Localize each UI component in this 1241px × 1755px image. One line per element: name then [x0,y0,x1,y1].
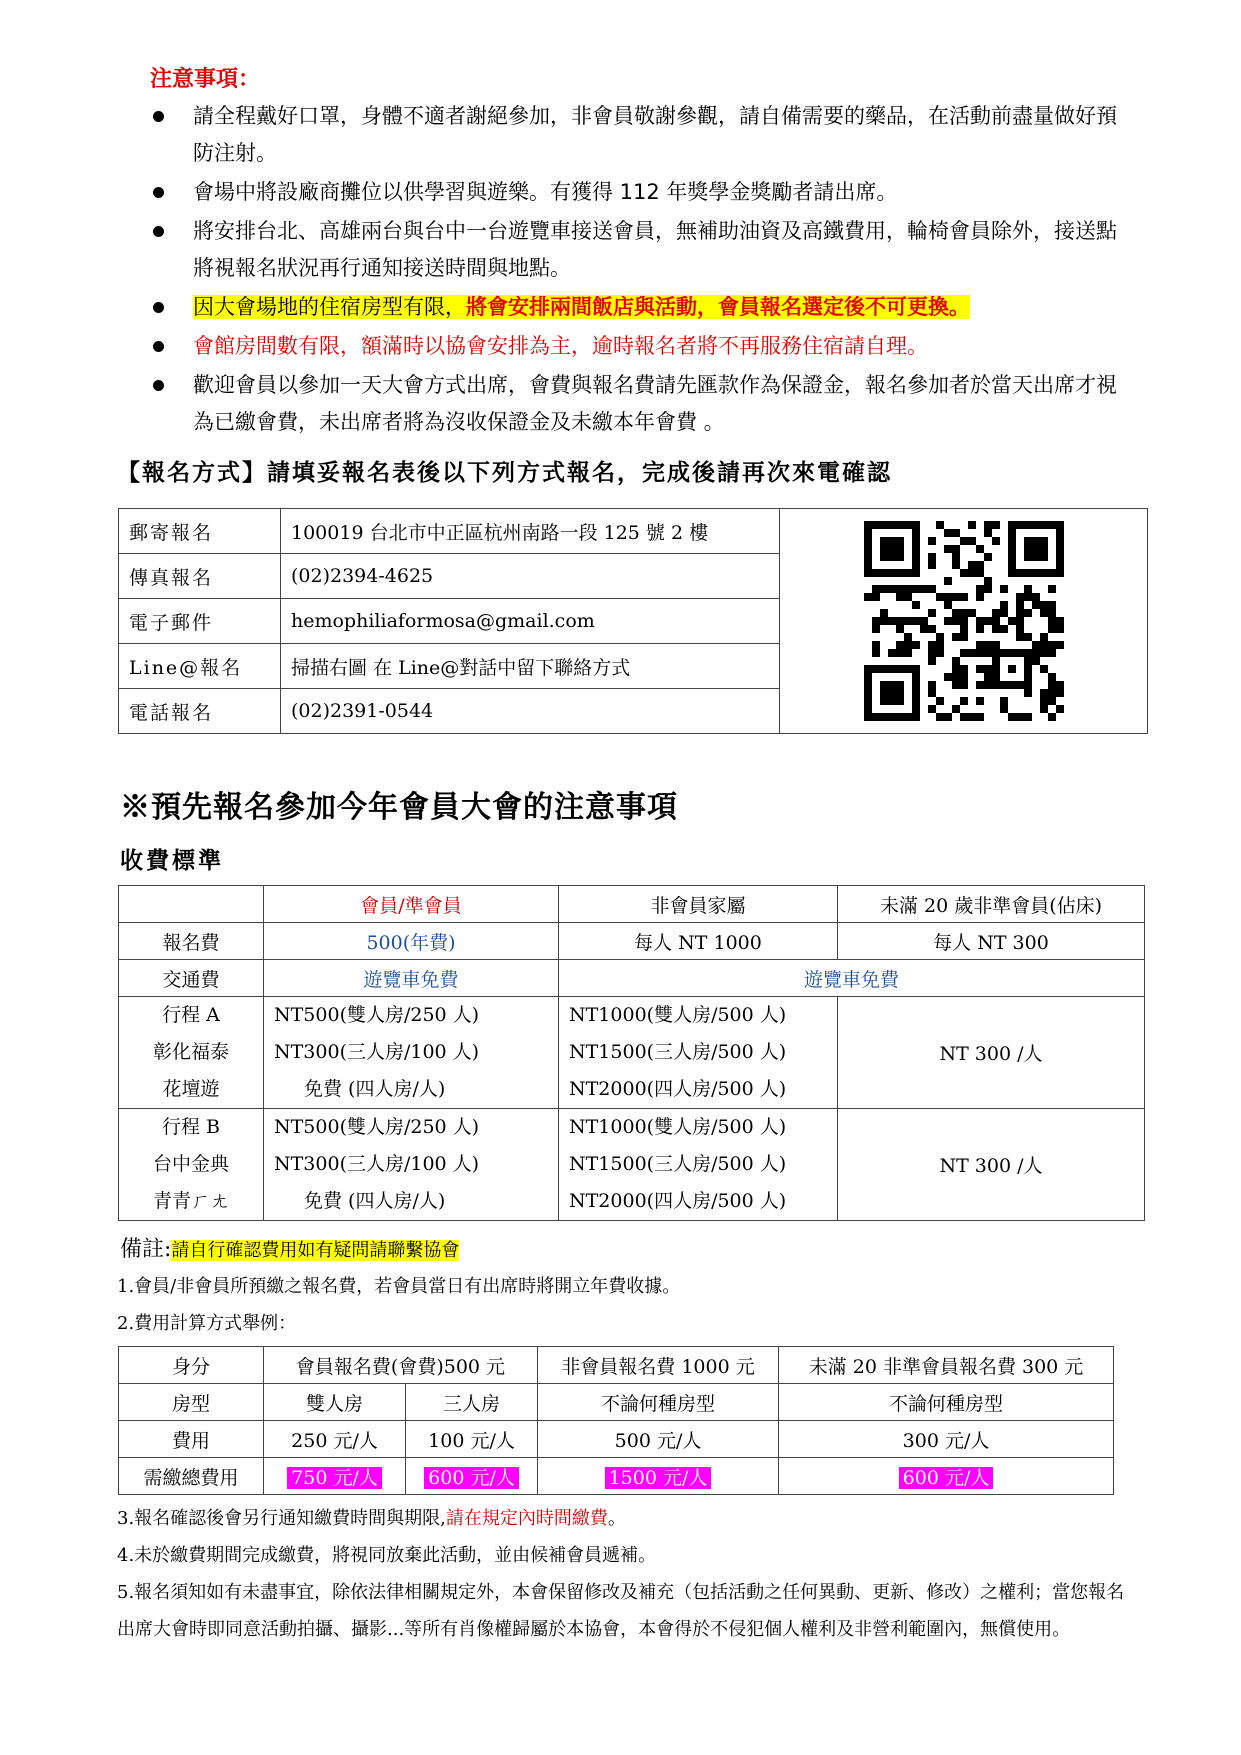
bullet-icon [153,187,164,198]
notice-item [150,98,1120,172]
fee-standard-heading: 收費標準 [120,847,224,874]
fee-row-label: 報名費 [119,923,264,960]
registration-heading: 【報名方式】請填妥報名表後以下列方式報名，完成後請再次來電確認 [117,459,892,486]
fee-line: NT500(雙人房/250 人) [274,1004,480,1026]
qr-cell [780,509,1148,734]
remark [120,1232,459,1263]
calc-cell: 250 元/人 [264,1421,406,1458]
notice-item [150,367,1120,441]
note-1: 1.會員/非會員所預繳之報名費，若會員當日有出席時將開立年費收據。 [117,1276,681,1297]
remark-text: 請自行確認費用如有疑問請聯繫協會 [171,1240,460,1261]
trip-b-minor: NT 300 /人 [838,1109,1145,1221]
note-5: 5.報名須知如有未盡事宜，除依法律相關規定外，本會保留修改及補充（包括活動之任何異動、更新、修改）之權利；當您報名出席大會時即同意活動拍攝、攝影...等所有肖像權歸屬於本協會，本會得於不侵犯個人權利及非營利範圍內，無償使用。 [117,1582,1125,1640]
table-row [119,997,1145,1109]
notice-text: 將安排台北、高雄兩台與台中一台遊覽車接送會員，無補助油資及高鐵費用，輪椅會員除外，接送點將視報名狀況再行通知接送時間與地點。 [193,219,1117,280]
table-row [119,1347,1114,1384]
fee-line: NT1500(三人房/500 人) [569,1041,787,1063]
fee-cell: 遊覽車免費 [264,960,559,997]
fee-line: 免費 (四人房/人) [304,1078,446,1100]
bullet-icon [153,380,164,391]
calc-total-cell [538,1458,779,1495]
fee-row-label: 交通費 [119,960,264,997]
calc-cell: 會員報名費(會費)500 元 [264,1347,538,1384]
remark-label: 備註: [120,1237,172,1262]
fee-line: NT300(三人房/100 人) [274,1153,480,1175]
trip-label-line: 行程 B [161,1116,220,1138]
notice-item-red [150,328,1120,365]
table-row [119,960,1145,997]
bullet-icon [153,341,164,352]
notice-text: 歡迎會員以參加一天大會方式出席，會費與報名費請先匯款作為保證金，報名參加者於當天出席才視為已繳會費，未出席者將為沒收保證金及未繳本年會費 。 [193,373,1117,434]
qr-code-icon[interactable] [864,521,1064,721]
note-4: 4.未於繳費期間完成繳費，將視同放棄此活動，並由候補會員遞補。 [117,1545,657,1566]
trip-label-line: 台中金典 [152,1153,229,1175]
reg-method-label: 電話報名 [119,689,281,734]
notice-item [150,213,1120,287]
reg-email[interactable]: hemophiliaformosa@gmail.com [281,599,780,644]
bullet-icon [153,302,164,313]
notice-text: 會場中將設廠商攤位以供學習與遊樂。有獲得 112 年獎學金獎勵者請出席。 [193,180,898,204]
calc-cell: 非會員報名費 1000 元 [538,1347,779,1384]
notice-list [150,98,1120,443]
trip-b-nonmember [559,1109,838,1221]
table-row [119,1421,1114,1458]
notice-item [150,174,1120,211]
notice-item-highlight [150,289,1120,326]
trip-a-label [119,997,264,1109]
fee-cell: 每人 NT 1000 [559,923,838,960]
notice-text: 因大會場地的住宿房型有限， [193,295,466,319]
calc-total-cell [406,1458,538,1495]
note-3-end: 。 [607,1508,626,1529]
calc-cell: 500 元/人 [538,1421,779,1458]
note-3 [117,1500,626,1537]
fee-calculation-table [118,1346,1114,1495]
table-row [119,509,1148,554]
note-3-text: 3.報名確認後會另行通知繳費時間與期限, [117,1508,446,1529]
notice-text-emphasis: 將會安排兩間飯店與活動，會員報名選定後不可更換。 [466,295,970,319]
trip-b-label [119,1109,264,1221]
table-row [119,1109,1145,1221]
fee-cell: 500(年費) [264,923,559,960]
reg-phone-number: (02)2391-0544 [281,689,780,734]
fee-line: NT1000(雙人房/500 人) [569,1116,787,1138]
notice-text: 請全程戴好口罩，身體不適者謝絕參加，非會員敬謝參觀，請自備需要的藥品，在活動前盡量做好預防注射。 [193,104,1117,165]
calc-total: 1500 元/人 [605,1467,712,1489]
calc-cell: 需繳總費用 [119,1458,264,1495]
trip-a-member [264,997,559,1109]
calc-cell: 不論何種房型 [779,1384,1114,1421]
reg-method-label: 電子郵件 [119,599,281,644]
notice-text: 會館房間數有限，額滿時以協會安排為主，逾時報名者將不再服務住宿請自理。 [193,334,928,358]
fee-line: NT1000(雙人房/500 人) [569,1004,787,1026]
trip-label-line: 彰化福泰 [152,1041,229,1063]
calc-total: 600 元/人 [899,1467,994,1489]
reg-fax-number: (02)2394-4625 [281,554,780,599]
trip-label-line: 青青ㄏㄤ [152,1190,229,1212]
reg-mail-address: 100019 台北市中正區杭州南路一段 125 號 2 樓 [281,509,780,554]
fee-cell: 遊覽車免費 [559,960,1145,997]
fee-header-nonmember: 非會員家屬 [559,886,838,923]
fee-cell: 每人 NT 300 [838,923,1145,960]
trip-b-member [264,1109,559,1221]
table-row [119,1458,1114,1495]
reg-line-instruction: 掃描右圖 在 Line@對話中留下聯絡方式 [281,644,780,689]
registration-table [118,508,1148,734]
calc-cell: 不論何種房型 [538,1384,779,1421]
calc-total: 600 元/人 [424,1467,519,1489]
calc-total-cell [264,1458,406,1495]
note-3-emphasis: 請在規定內時間繳費 [445,1508,608,1529]
reg-method-label: 郵寄報名 [119,509,281,554]
fee-line: NT2000(四人房/500 人) [569,1190,787,1212]
trip-a-nonmember [559,997,838,1109]
table-row [119,1384,1114,1421]
table-row [119,923,1145,960]
pre-registration-heading: ※預先報名參加今年會員大會的注意事項 [120,790,678,825]
calc-cell: 房型 [119,1384,264,1421]
calc-total-cell [779,1458,1114,1495]
notice-highlight [193,295,970,319]
reg-method-label: Line@報名 [119,644,281,689]
calc-total: 750 元/人 [287,1467,382,1489]
fee-table [118,885,1145,1221]
fee-line: NT2000(四人房/500 人) [569,1078,787,1100]
calc-cell: 300 元/人 [779,1421,1114,1458]
bullet-icon [153,111,164,122]
calc-cell: 身分 [119,1347,264,1384]
fee-line: NT500(雙人房/250 人) [274,1116,480,1138]
fee-line: NT1500(三人房/500 人) [569,1153,787,1175]
fee-line: 免費 (四人房/人) [304,1190,446,1212]
fee-header-member: 會員/準會員 [264,886,559,923]
trip-label-line: 行程 A [162,1004,220,1026]
notice-heading: 注意事項： [150,67,261,92]
bullet-icon [153,226,164,237]
calc-cell: 費用 [119,1421,264,1458]
trip-label-line: 花壇遊 [162,1078,220,1100]
calc-cell: 三人房 [406,1384,538,1421]
note-2: 2.費用計算方式舉例： [117,1313,297,1334]
fee-header-minor: 未滿 20 歲非準會員(佔床) [838,886,1145,923]
calc-cell: 雙人房 [264,1384,406,1421]
fee-header-empty [119,886,264,923]
trip-a-minor: NT 300 /人 [838,997,1145,1109]
calc-cell: 未滿 20 非準會員報名費 300 元 [779,1347,1114,1384]
table-row [119,886,1145,923]
fee-line: NT300(三人房/100 人) [274,1041,480,1063]
calc-cell: 100 元/人 [406,1421,538,1458]
reg-method-label: 傳真報名 [119,554,281,599]
